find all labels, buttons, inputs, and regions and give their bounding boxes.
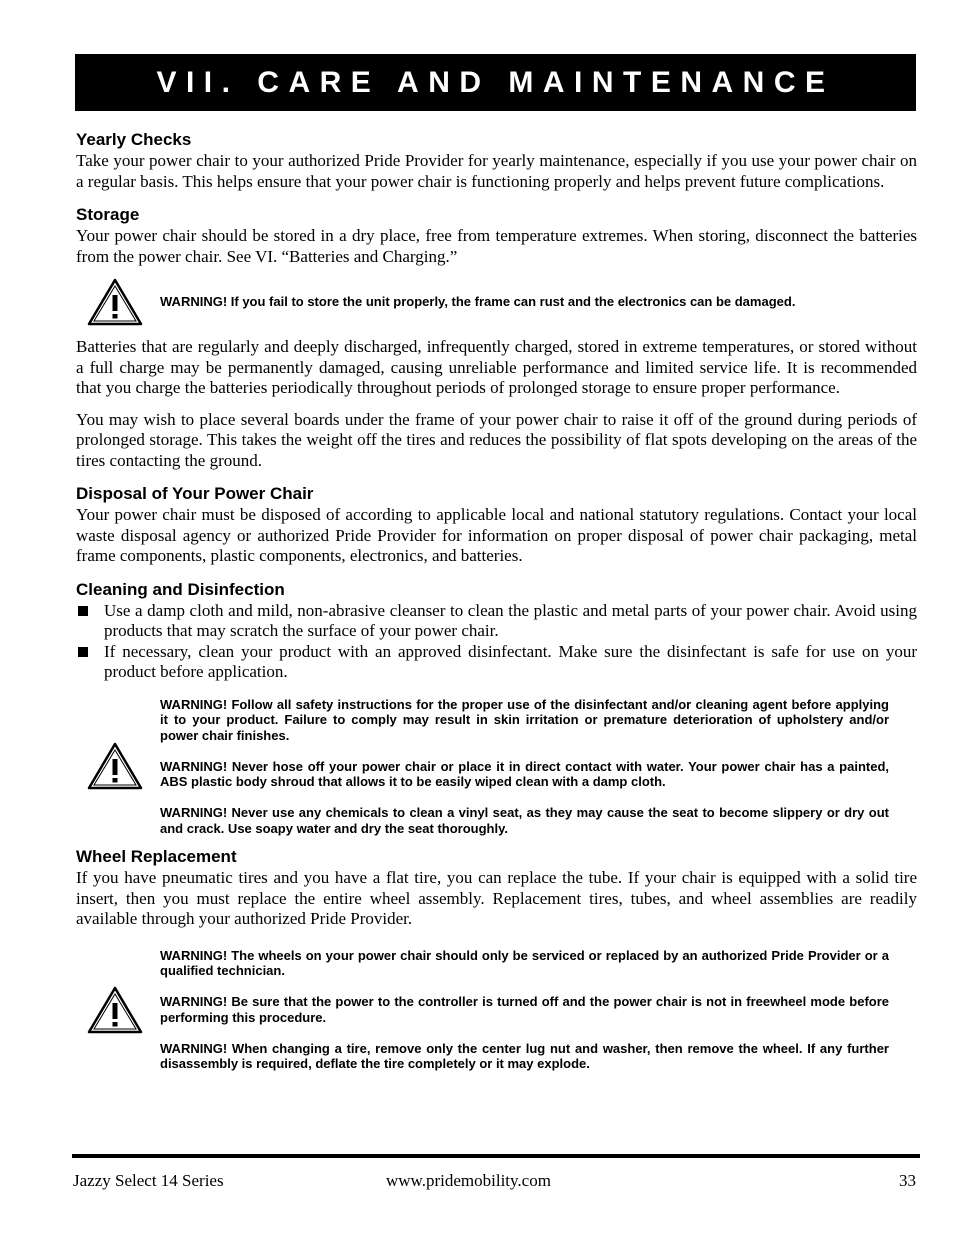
footer-rule [72, 1154, 920, 1158]
heading-cleaning: Cleaning and Disinfection [76, 579, 285, 599]
wheel-warning-block [76, 948, 917, 1072]
footer-page-number: 33 [899, 1171, 916, 1190]
storage-body: Your power chair should be stored in a dry place, free from temperature extremes. When storing, disconnect the batteries from the power chair. See VI. “Batteries and Charging.” [76, 226, 917, 266]
warning-triangle-icon [86, 277, 144, 327]
cleaning-warning-block [76, 697, 917, 837]
heading-yearly-checks: Yearly Checks [76, 130, 192, 149]
wheel-warning-power: WARNING! Be sure that the power to the controller is turned off and the power chair is not in freewheel mode before performing this procedure. [160, 994, 889, 1025]
page-content [76, 129, 917, 1082]
list-item: If necessary, clean your product with an approved disinfectant. Make sure the disinfectant is safe for use on your product before application. [76, 642, 917, 683]
heading-wheel-replacement: Wheel Replacement [76, 847, 237, 866]
heading-disposal: Disposal of Your Power Chair [76, 484, 314, 503]
footer-product: Jazzy Select 14 Series [73, 1171, 224, 1190]
storage-warning-block [76, 277, 917, 327]
storage-boards-paragraph: You may wish to place several boards under the frame of your power chair to raise it off of the ground during periods of prolonged storage. This takes the weight off the tires and reduces the possibility of flat spots developing on the areas of the tires contacting the ground. [76, 409, 917, 470]
cleaning-list [76, 601, 917, 683]
cleaning-warning-disinfectant: WARNING! Follow all safety instructions for the proper use of the disinfectant and/or cleaning agent before applying it to your product. Failure to comply may result in skin irritation or premature deterioration of upholstery and/or power chair finishes. [160, 696, 889, 743]
heading-storage: Storage [76, 205, 140, 224]
wheel-replacement-body: If you have pneumatic tires and you have a flat tire, you can replace the tube. If your chair is equipped with a solid tire insert, then you must replace the entire wheel assembly. Replacement tires, tubes, and wheel assemblies are readily available through your authorized Pride Provider. [76, 868, 917, 928]
wheel-warning-service: WARNING! The wheels on your power chair should only be serviced or replaced by an authorized Pride Provider or a qualified technician. [160, 947, 889, 978]
warning-triangle-icon [86, 741, 144, 791]
storage-warning: WARNING! If you fail to store the unit properly, the frame can rust and the electronics can be damaged. [160, 294, 796, 310]
warning-triangle-icon [86, 985, 144, 1035]
page-title: VII. CARE AND MAINTENANCE [156, 65, 835, 99]
wheel-warning-tire: WARNING! When changing a tire, remove only the center lug nut and washer, then remove the wheel. If any further disassembly is required, deflate the tire completely or it may explode. [160, 1040, 889, 1071]
cleaning-warning-chemicals: WARNING! Never use any chemicals to clean a vinyl seat, as they may cause the seat to become slippery or dry out and crack. Use soapy water and dry the seat thoroughly. [160, 805, 889, 836]
list-item: Use a damp cloth and mild, non-abrasive cleanser to clean the plastic and metal parts of your power chair. Avoid using products that may scratch the surface of your power chair. [76, 601, 917, 642]
storage-batteries-paragraph: Batteries that are regularly and deeply discharged, infrequently charged, stored in extreme temperatures, or stored without a full charge may be permanently damaged, causing unreliable performance and limited service life. It is recommended that you charge the batteries periodically throughout periods of prolonged storage to ensure proper performance. [76, 337, 917, 397]
bullet-square-icon [78, 647, 88, 657]
cleaning-warning-water: WARNING! Never hose off your power chair or place it in direct contact with water. Your power chair has a painted, ABS plastic body shroud that allows it to be easily wiped clean with a damp cloth. [160, 758, 889, 789]
disposal-body: Your power chair must be disposed of according to applicable local and national statutory regulations. Contact your local waste disposal agency or authorized Pride Provider for information on proper disposal of power chair packaging, metal frame components, plastic components, electronics, and batteries. [76, 505, 917, 565]
footer-url: www.pridemobility.com [386, 1171, 551, 1190]
bullet-square-icon [78, 606, 88, 616]
section-title-banner [75, 54, 916, 111]
yearly-checks-body: Take your power chair to your authorized Pride Provider for yearly maintenance, especially if you use your power chair on a regular basis. This helps ensure that your power chair is functioning properly and helps prevent future complications. [76, 151, 917, 191]
